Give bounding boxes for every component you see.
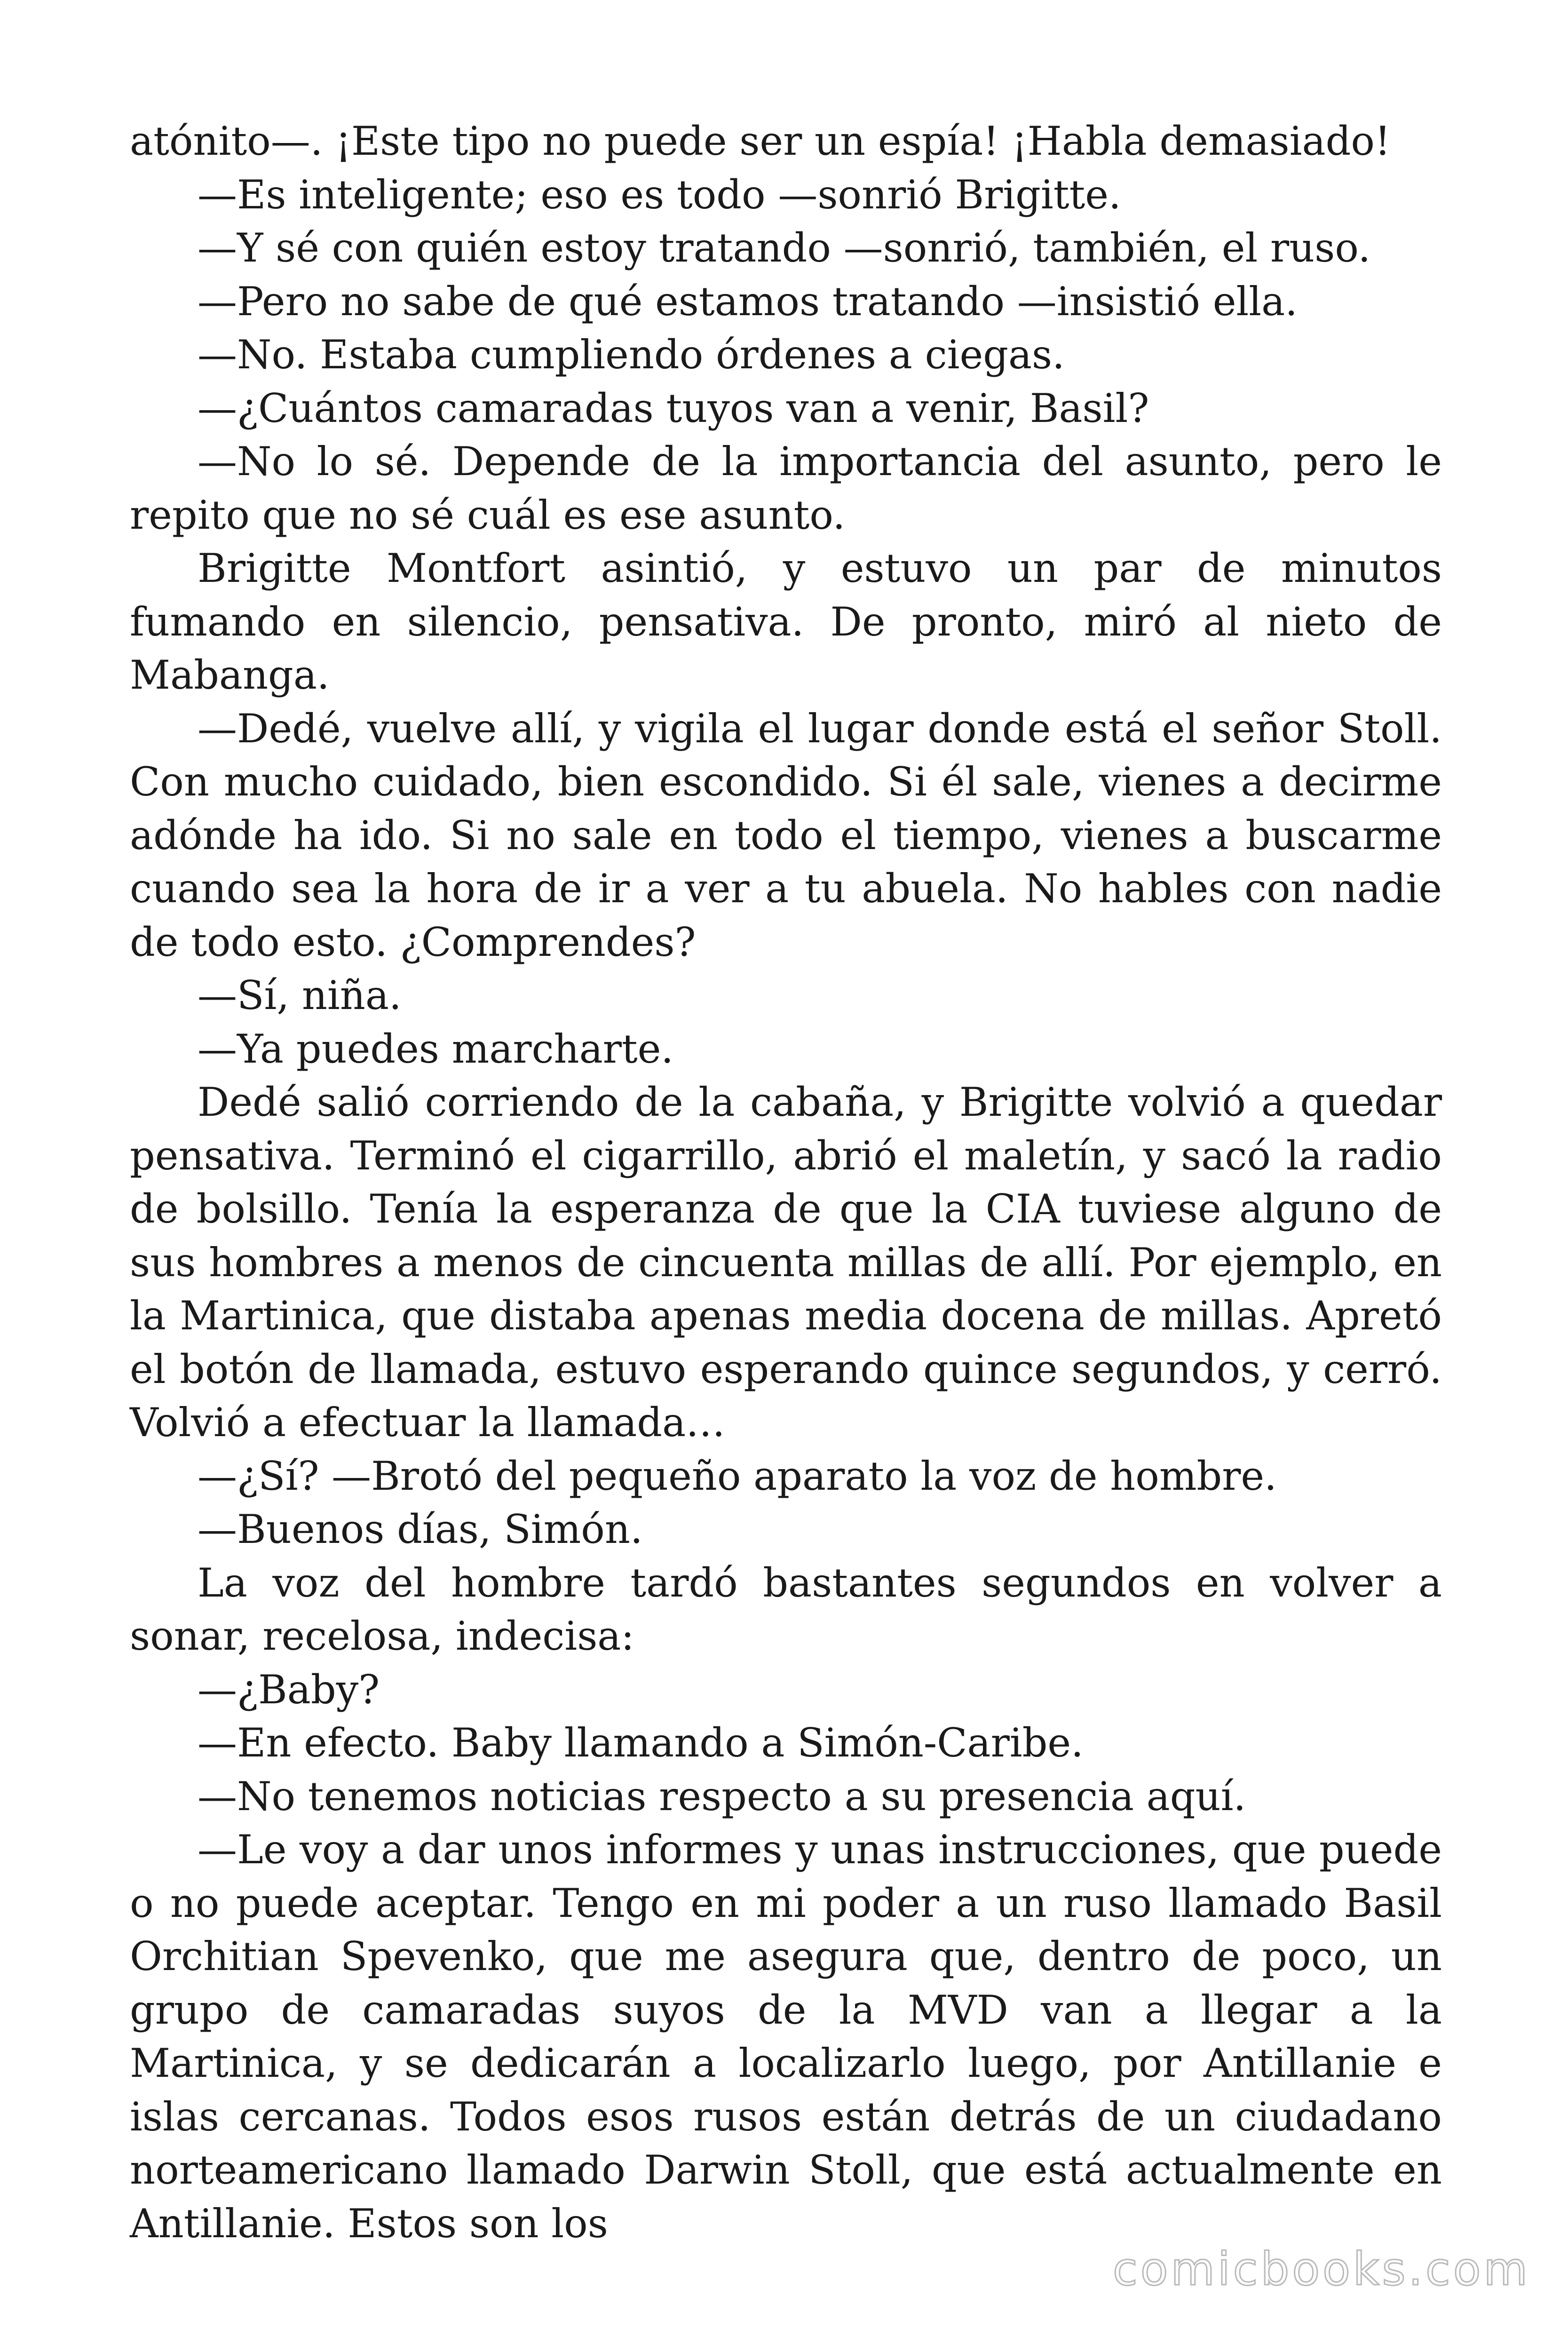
paragraph: —Y sé con quién estoy tratando —sonrió, también, el ruso. — [198, 225, 1371, 271]
paragraph: —¿Baby? — [198, 1666, 380, 1713]
paragraph: —Dedé, vuelve allí, y vigila el lugar donde está el señor Stoll. Con mucho cuidado, bien escondido. Si él sale, vienes a decirme adónde ha ido. Si no sale en todo el tiempo, vienes a buscarme cuando sea la hora de ir a ver a tu abuela. No hables con nadie de todo esto. ¿Comprendes? — [130, 705, 1442, 965]
paragraph: La voz del hombre tardó bastantes segundos en volver a sonar, recelosa, indecisa: — [130, 1559, 1442, 1659]
paragraph: —Sí, niña. — [198, 972, 402, 1018]
paragraph: Brigitte Montfort asintió, y estuvo un par de minutos fumando en silencio, pensativa. De pronto, miró al nieto de Mabanga. — [130, 545, 1442, 698]
paragraph: atónito—. ¡Este tipo no puede ser un espía! ¡Habla demasiado! — [130, 118, 1391, 164]
paragraph: —No lo sé. Depende de la importancia del asunto, pero le repito que no sé cuál es ese asunto. — [130, 438, 1442, 538]
paragraph: —¿Sí? —Brotó del pequeño aparato la voz de hombre. — [198, 1453, 1277, 1499]
paragraph: —Le voy a dar unos informes y unas instrucciones, que puede o no puede aceptar. Tengo en mi poder a un ruso llamado Basil Orchitian Spevenko, que me asegura que, dentro de poco, un grupo de camaradas suyos de la MVD van a llegar a la Martinica, y se dedicarán a localizarlo luego, por Antillanie e islas cercanas. Todos esos rusos están detrás de un ciudadano norteamericano llamado Darwin Stoll, que está actualmente en Antillanie. Estos son los — [130, 1827, 1442, 2247]
paragraph: —Es inteligente; eso es todo —sonrió Brigitte. — [198, 171, 1121, 218]
paragraph: —Pero no sabe de qué estamos tratando —insistió ella. — [198, 278, 1298, 325]
paragraph: —No. Estaba cumpliendo órdenes a ciegas. — [198, 332, 1065, 378]
paragraph: —¿Cuántos camaradas tuyos van a venir, Basil? — [198, 385, 1149, 431]
paragraph: —No tenemos noticias respecto a su presencia aquí. — [198, 1773, 1246, 1820]
watermark: comicbooks.com — [1112, 2243, 1530, 2296]
paragraph: —Buenos días, Simón. — [198, 1506, 643, 1552]
paragraph: —Ya puedes marcharte. — [198, 1025, 674, 1072]
page-body-text — [130, 115, 1442, 2250]
paragraph: —En efecto. Baby llamando a Simón-Caribe. — [198, 1720, 1084, 1766]
paragraph: Dedé salió corriendo de la cabaña, y Brigitte volvió a quedar pensativa. Terminó el cigarrillo, abrió el maletín, y sacó la radio de bolsillo. Tenía la esperanza de que la CIA tuviese alguno de sus hombres a menos de cincuenta millas de allí. Por ejemplo, en la Martinica, que distaba apenas media docena de millas. Apretó el botón de llamada, estuvo esperando quince segundos, y cerró. Volvió a efectuar la llamada… — [130, 1079, 1442, 1446]
